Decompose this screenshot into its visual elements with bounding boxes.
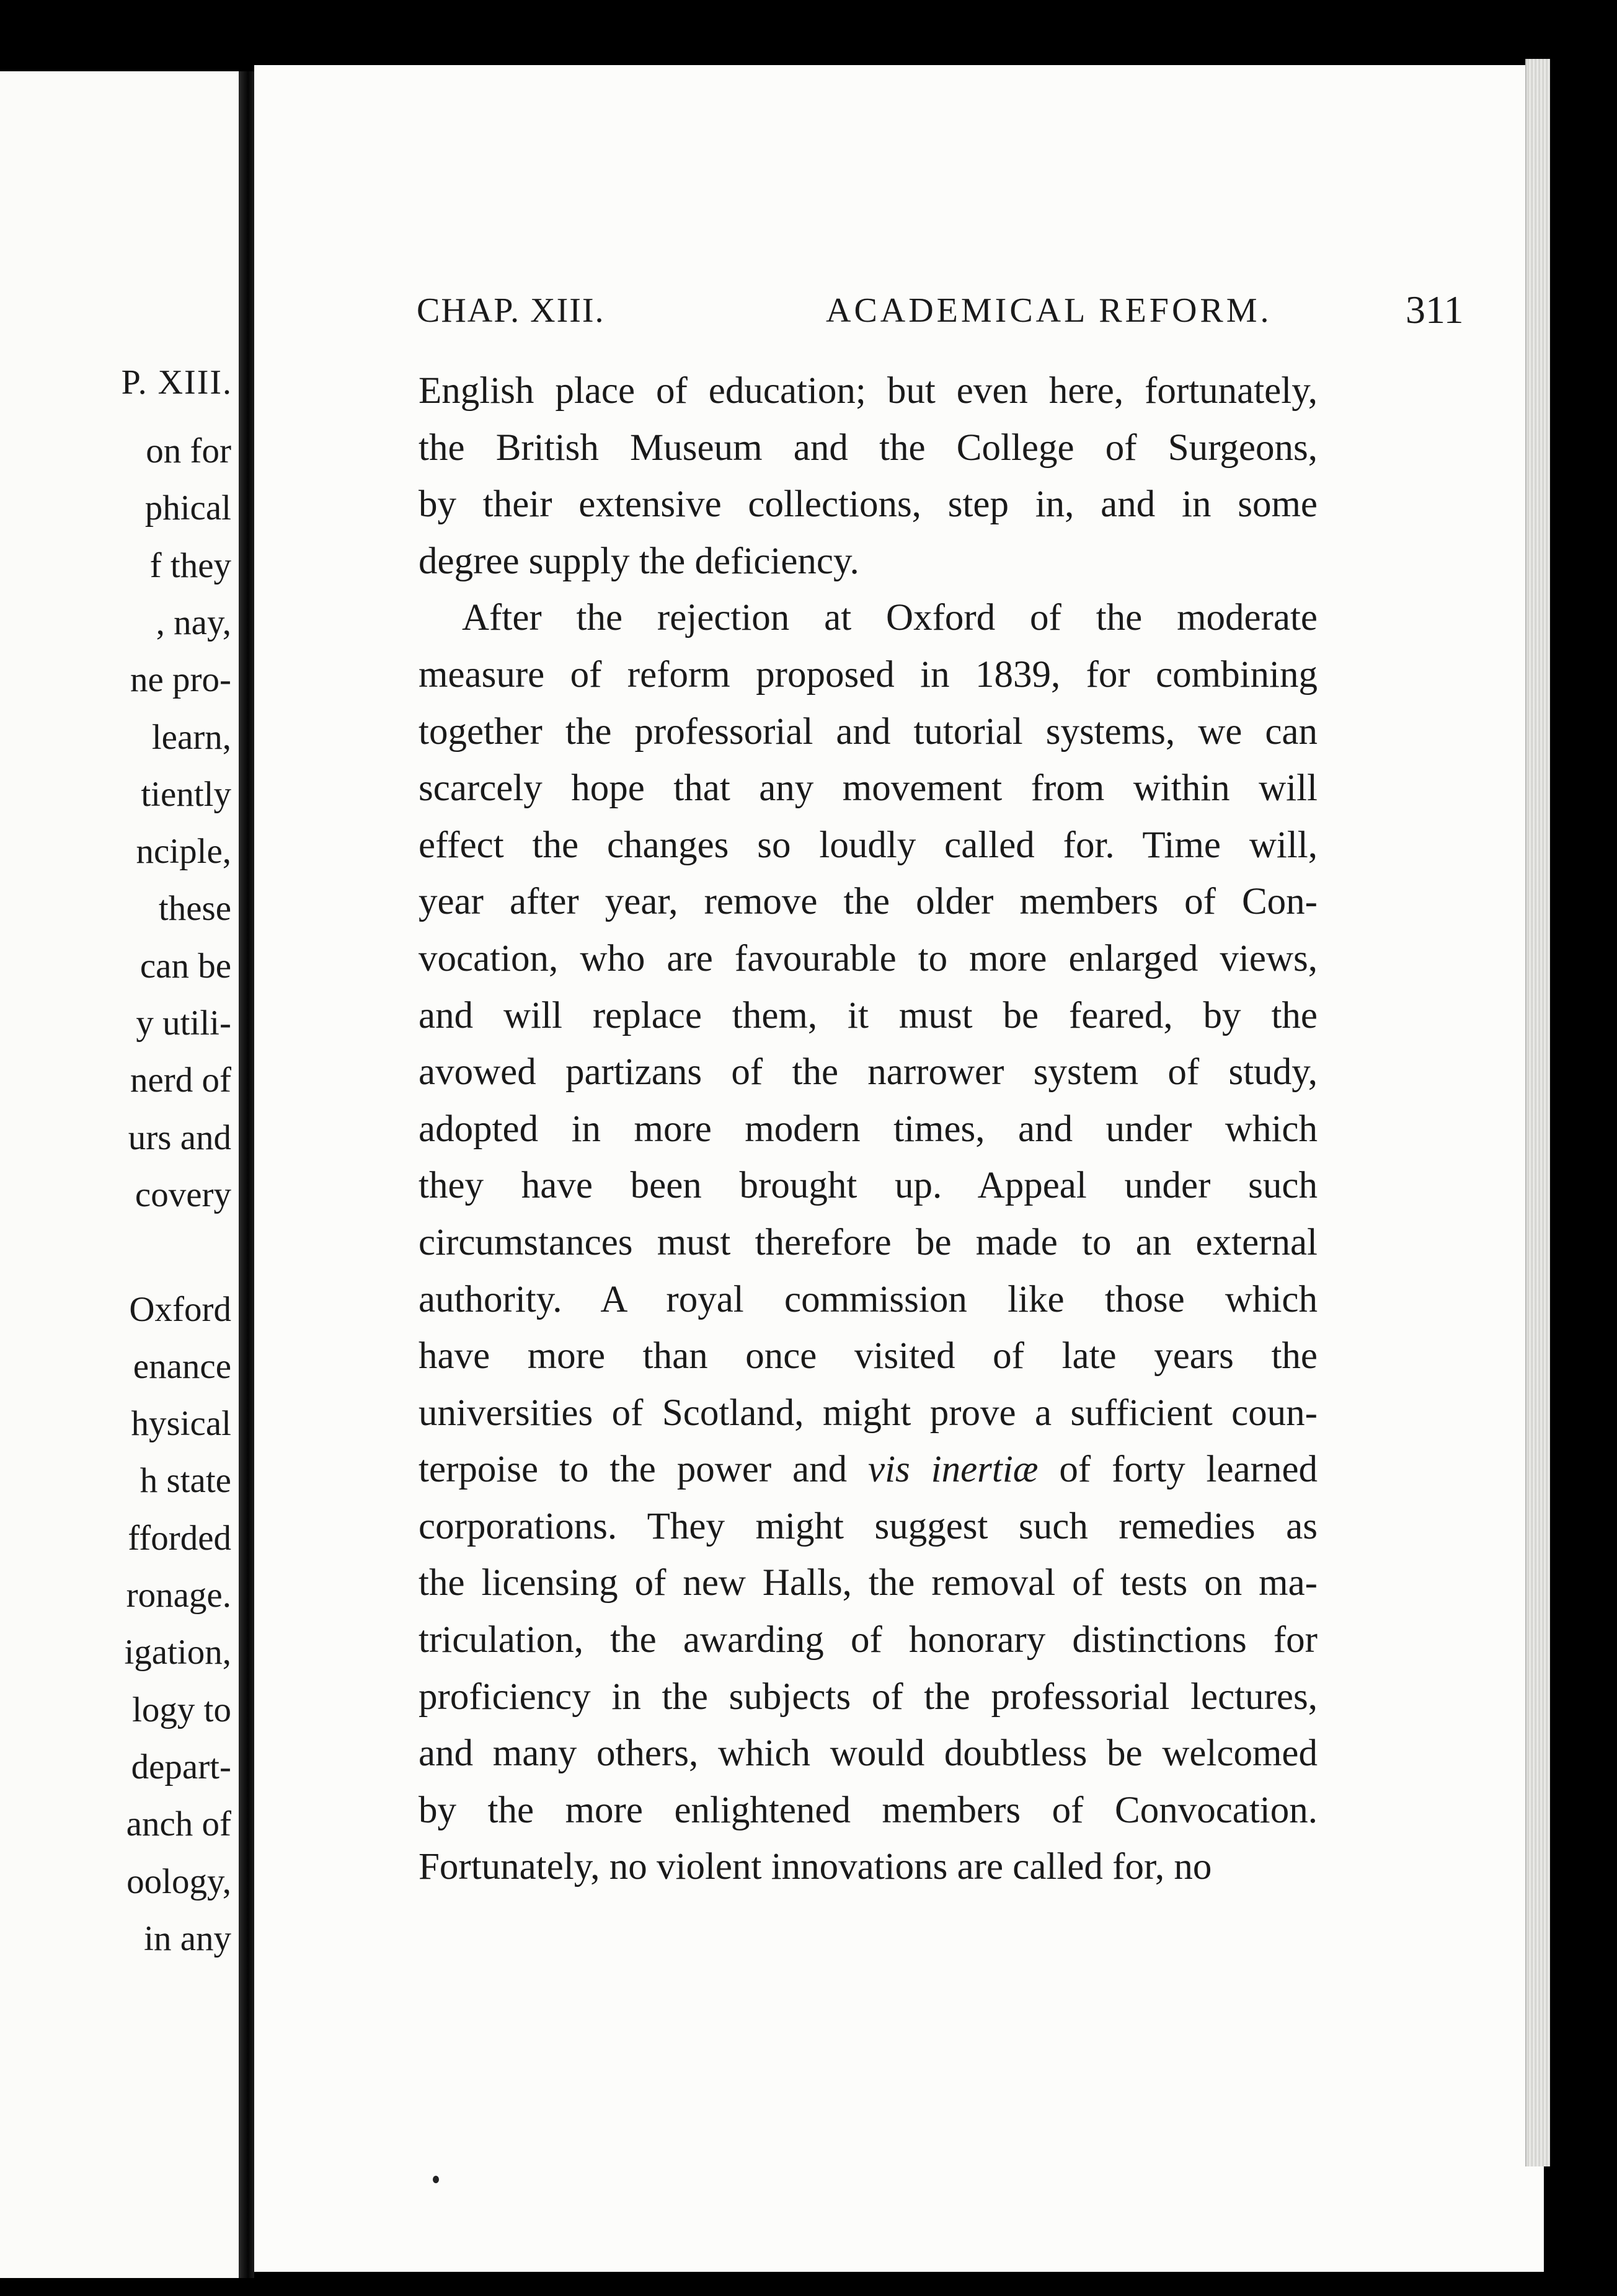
previous-page-line: , nay,	[156, 603, 231, 642]
body-line: corporations. They might suggest such remedies as	[419, 1505, 1318, 1547]
previous-page	[0, 71, 239, 2278]
body-line: After the rejection at Oxford of the moderate	[462, 597, 1318, 639]
previous-page-line: y utili-	[136, 1004, 231, 1043]
previous-page-line: oology,	[126, 1861, 231, 1901]
body-line: and will replace them, it must be feared, by the	[419, 994, 1318, 1036]
previous-page-line: nciple,	[136, 832, 231, 872]
previous-page-line: tiently	[141, 774, 231, 814]
body-line: adopted in more modern times, and under which	[419, 1108, 1318, 1150]
body-line: triculation, the awarding of honorary distinctions for	[419, 1619, 1318, 1661]
body-line: measure of reform proposed in 1839, for combining	[419, 653, 1318, 695]
previous-page-line: logy to	[132, 1690, 231, 1729]
book-gutter	[239, 71, 254, 2278]
previous-page-line: hysical	[131, 1404, 231, 1444]
previous-page-line: depart-	[131, 1747, 231, 1786]
previous-page-line: on for	[146, 431, 231, 470]
body-line: vocation, who are favourable to more enlarged views,	[419, 937, 1318, 979]
body-line: proficiency in the subjects of the professorial lectures,	[419, 1676, 1318, 1718]
previous-page-line: learn,	[151, 717, 231, 757]
body-line: scarcely hope that any movement from within will	[419, 767, 1318, 810]
body-line: and many others, which would doubtless be welcomed	[419, 1733, 1318, 1775]
ink-speck	[433, 2176, 439, 2183]
previous-page-text	[0, 71, 231, 2278]
body-line: together the professorial and tutorial systems, we can	[419, 710, 1318, 753]
body-line: degree supply the deficiency.	[419, 540, 859, 582]
page-number: 311	[1406, 288, 1464, 332]
page-edges	[1525, 59, 1550, 2166]
previous-page-line: urs and	[128, 1118, 231, 1157]
chapter-label: CHAP. XIII.	[417, 291, 605, 330]
body-line: the British Museum and the College of Surgeons,	[419, 426, 1318, 469]
body-text	[419, 363, 1318, 1896]
body-line: the licensing of new Halls, the removal of tests on ma-	[419, 1562, 1318, 1604]
running-head	[417, 288, 1544, 340]
running-title: ACADEMICAL REFORM.	[826, 291, 1272, 330]
page-311	[254, 65, 1544, 2272]
previous-page-line: f they	[149, 545, 231, 585]
previous-page-running-head: P. XIII.	[121, 363, 233, 402]
previous-page-line: ronage.	[126, 1576, 231, 1615]
body-line: have more than once visited of late years the	[419, 1335, 1318, 1377]
previous-page-line: these	[158, 889, 231, 929]
body-line: year after year, remove the older members of Con-	[419, 881, 1318, 923]
previous-page-line: covery	[135, 1175, 231, 1214]
body-line-end: of forty learned	[1059, 1449, 1318, 1491]
previous-page-line: h state	[140, 1461, 231, 1501]
previous-page-line: Oxford	[129, 1289, 231, 1329]
previous-page-line: enance	[133, 1346, 231, 1386]
previous-page-line: igation,	[124, 1633, 231, 1672]
body-line: authority. A royal commission like those which	[419, 1278, 1318, 1320]
previous-page-line: anch of	[126, 1804, 231, 1844]
body-line: by their extensive collections, step in, and in some	[419, 483, 1318, 526]
previous-page-line: nerd of	[130, 1061, 231, 1100]
previous-page-line: in any	[144, 1918, 231, 1958]
body-line-start: terpoise to the power and	[419, 1449, 848, 1491]
previous-page-line: ne pro-	[130, 660, 231, 700]
previous-page-line: phical	[144, 488, 231, 528]
body-line: universities of Scotland, might prove a sufficient coun-	[419, 1392, 1318, 1434]
body-line: they have been brought up. Appeal under such	[419, 1165, 1318, 1207]
previous-page-line: fforded	[128, 1518, 231, 1558]
body-line	[419, 1441, 1318, 1498]
body-line: English place of education; but even here, fortunately,	[419, 370, 1318, 412]
body-line: avowed partizans of the narrower system of study,	[419, 1051, 1318, 1093]
body-line: effect the changes so loudly called for. Time will,	[419, 824, 1318, 866]
body-line: Fortunately, no violent innovations are called for, no	[419, 1846, 1212, 1888]
previous-page-line: can be	[140, 946, 231, 986]
body-line: by the more enlightened members of Convocation.	[419, 1789, 1318, 1831]
italic-phrase: vis inertiæ	[868, 1449, 1039, 1491]
body-line: circumstances must therefore be made to an external	[419, 1221, 1318, 1263]
